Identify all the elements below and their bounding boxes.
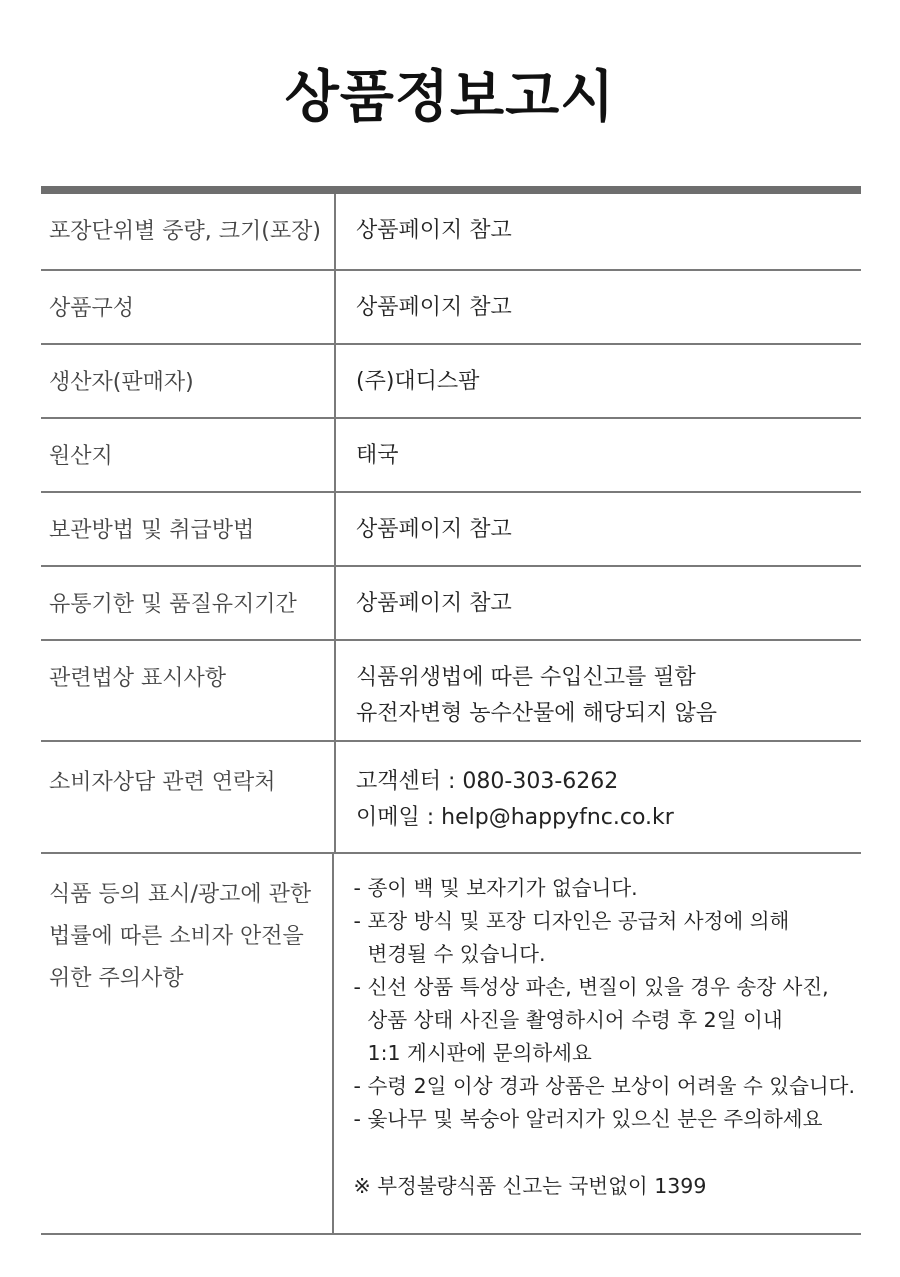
- notice-item-continued: 상품 상태 사진을 촬영하시어 수령 후 2일 이내: [367, 1008, 783, 1032]
- row-value-line: 태국: [356, 443, 399, 468]
- row-value-line: 상품페이지 참고: [356, 295, 512, 320]
- row-value: [336, 567, 861, 639]
- row-value: [336, 271, 861, 343]
- notice-item: - 종이 백 및 보자기가 없습니다.: [353, 876, 638, 900]
- row-label: 상품구성: [41, 271, 336, 343]
- customer-email: 이메일 : help@happyfnc.co.kr: [356, 805, 674, 830]
- row-value-line: 상품페이지 참고: [356, 218, 512, 243]
- notice-item: - 수령 2일 이상 경과 상품은 보상이 어려울 수 있습니다.: [353, 1074, 855, 1098]
- row-value-line: 식품위생법에 따른 수입신고를 필함: [356, 665, 696, 690]
- row-value: [336, 641, 861, 740]
- table-row: [41, 345, 861, 419]
- row-value-line: 유전자변형 농수산물에 해당되지 않음: [356, 701, 718, 726]
- notice-label: [41, 854, 334, 1233]
- row-value: [336, 194, 861, 269]
- notice-item: - 포장 방식 및 포장 디자인은 공급처 사정에 의해: [353, 909, 790, 933]
- row-label: 소비자상담 관련 연락처: [41, 742, 336, 852]
- product-info-table: [41, 186, 861, 1235]
- notice-item-continued: 1:1 게시판에 문의하세요: [367, 1041, 592, 1065]
- row-value: [336, 493, 861, 565]
- table-row: [41, 419, 861, 493]
- row-value-line: 상품페이지 참고: [356, 591, 512, 616]
- row-label: 보관방법 및 취급방법: [41, 493, 336, 565]
- table-row: [41, 493, 861, 567]
- notice-label-line: 법률에 따른 소비자 안전을: [49, 924, 304, 949]
- notice-item: - 신선 상품 특성상 파손, 변질이 있을 경우 송장 사진,: [353, 975, 829, 999]
- notice-list: [334, 854, 861, 1233]
- row-label: 유통기한 및 품질유지기간: [41, 567, 336, 639]
- notice-label-line: 식품 등의 표시/광고에 관한: [49, 882, 312, 907]
- row-value-line: 상품페이지 참고: [356, 517, 512, 542]
- row-label: 관련법상 표시사항: [41, 641, 336, 740]
- row-label: 포장단위별 중량, 크기(포장): [41, 194, 336, 269]
- row-value: [336, 419, 861, 491]
- row-label: 생산자(판매자): [41, 345, 336, 417]
- row-value-line: (주)대디스팜: [356, 369, 480, 394]
- notice-item: - 옻나무 및 복숭아 알러지가 있으신 분은 주의하세요: [353, 1107, 823, 1131]
- table-row: [41, 271, 861, 345]
- table-row: [41, 641, 861, 742]
- customer-center-phone: 고객센터 : 080-303-6262: [356, 769, 619, 794]
- row-label: 원산지: [41, 419, 336, 491]
- notice-item-continued: 변경될 수 있습니다.: [367, 942, 546, 966]
- notice-label-line: 위한 주의사항: [49, 966, 184, 991]
- table-row-notice: [41, 854, 861, 1235]
- table-row: [41, 742, 861, 854]
- page-title: 상품정보고시: [284, 65, 616, 130]
- table-row: [41, 567, 861, 641]
- row-value: [336, 742, 861, 852]
- row-value: [336, 345, 861, 417]
- table-row: [41, 194, 861, 271]
- report-footnote: ※ 부정불량식품 신고는 국번없이 1399: [353, 1174, 707, 1198]
